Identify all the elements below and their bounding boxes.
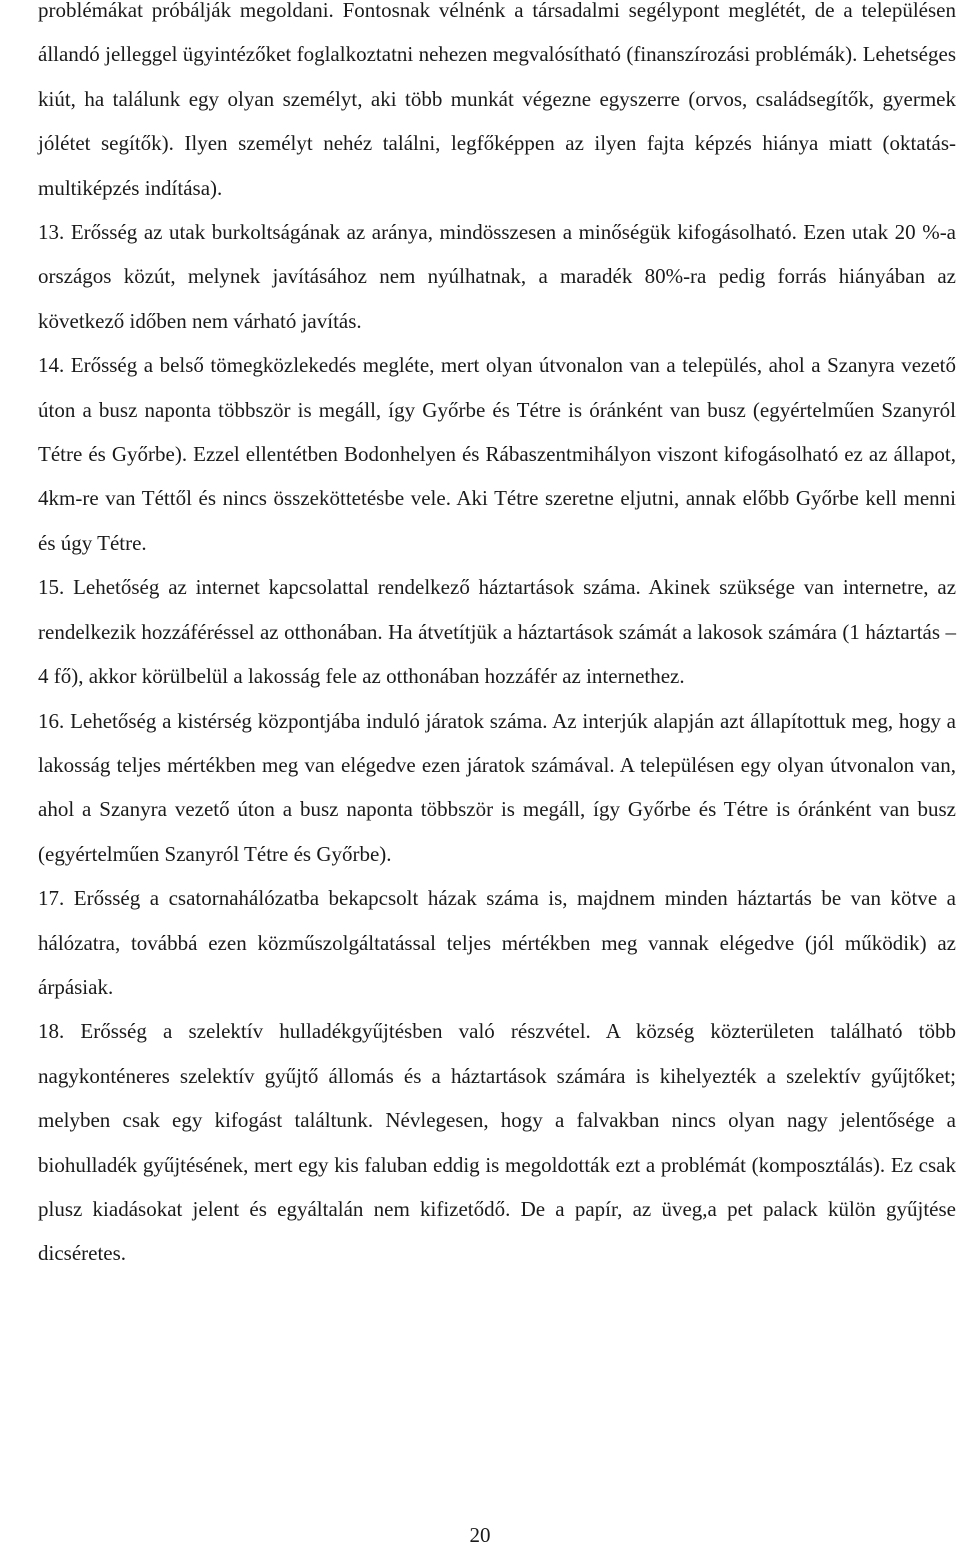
list-item (38, 210, 956, 343)
list-item (38, 1009, 956, 1275)
list-item (38, 343, 956, 565)
document-page (38, 0, 956, 1276)
list-item (38, 699, 956, 877)
item-number: 15. (38, 575, 65, 600)
item-text: Lehetőség az internet kapcsolattal rendelkező háztartások száma. Akinek szüksége van internetre, az rendelkezik hozzáféréssel az otthonában. Ha átvetítjük a háztartások számát a lakosok számára (1 háztartás – 4 fő), akkor körülbelül a lakosság fele az otthonában hozzáfér az internethez. (38, 575, 957, 689)
item-number: 18. (38, 1019, 65, 1044)
item-text: Erősség a szelektív hulladékgyűjtésben való részvétel. A község közterületen található több nagykonténeres szelektív gyűjtő állomás és a háztartások számára is kihelyezték a szelektív gyűjtőket; melyben csak egy kifogást találtunk. Névlegesen, hogy a falvakban nincs olyan nagy jelentősége a biohulladék gyűjtésének, mert egy kis faluban eddig is megoldották ezt a problémát (komposztálás). Ez csak plusz kiadásokat jelent és egyáltalán nem kifizetődő. De a papír, az üveg,a pet palack külön gyűjtése dicséretes. (38, 1019, 957, 1266)
item-number: 13. (38, 220, 65, 245)
list-item (38, 565, 956, 698)
item-number: 17. (38, 886, 65, 911)
item-number: 14. (38, 353, 65, 378)
intro-paragraph: problémákat próbálják megoldani. Fontosnak vélnénk a társadalmi segélypont meglétét, de a településen állandó jelleggel ügyintézőket foglalkoztatni nehezen megvalósítható (finanszírozási problémák). Lehetséges kiút, ha találunk egy olyan személyt, aki több munkát végezne egyszerre (orvos, családsegítők, gyermek jólétet segítők). Ilyen személyt nehéz találni, legfőképpen az ilyen fajta képzés hiánya miatt (oktatás-multiképzés indítása). (38, 0, 956, 200)
list-item (38, 876, 956, 1009)
item-text: Lehetőség a kistérség központjába induló járatok száma. Az interjúk alapján azt állapítottuk meg, hogy a lakosság teljes mértékben meg van elégedve ezen járatok számával. A településen egy olyan útvonalon van, ahol a Szanyra vezető úton a busz naponta többször is megáll, így Győrbe és Tétre is óránként van busz (egyértelműen Szanyról Tétre és Győrbe). (38, 708, 957, 866)
page-number: 20 (469, 1523, 491, 1547)
item-text: Erősség az utak burkoltságának az aránya, mindösszesen a minőségük kifogásolható. Ezen utak 20 %-a országos közút, melynek javításához nem nyúlhatnak, a maradék 80%-ra pedig forrás hiányában az következő időben nem várható javítás. (38, 220, 957, 333)
item-text: Erősség a csatornahálózatba bekapcsolt házak száma is, majdnem minden háztartás be van kötve a hálózatra, továbbá ezen közműszolgáltatással teljes mértékben meg vannak elégedve (jól működik) az árpásiak. (38, 886, 956, 999)
item-text: Erősség a belső tömegközlekedés megléte, mert olyan útvonalon van a település, ahol a Szanyra vezető úton a busz naponta többször is megáll, így Győrbe és Tétre is óránként van busz (egyértelműen Szanyról Tétre és Győrbe). Ezzel ellentétben Bodonhelyen és Rábaszentmihályon viszont kifogásolható ez az állapot, 4km-re van Téttől és nincs összeköttetésbe vele. Aki Tétre szeretne eljutni, annak előbb Győrbe kell menni és úgy Tétre. (38, 353, 957, 555)
item-number: 16. (38, 708, 65, 733)
